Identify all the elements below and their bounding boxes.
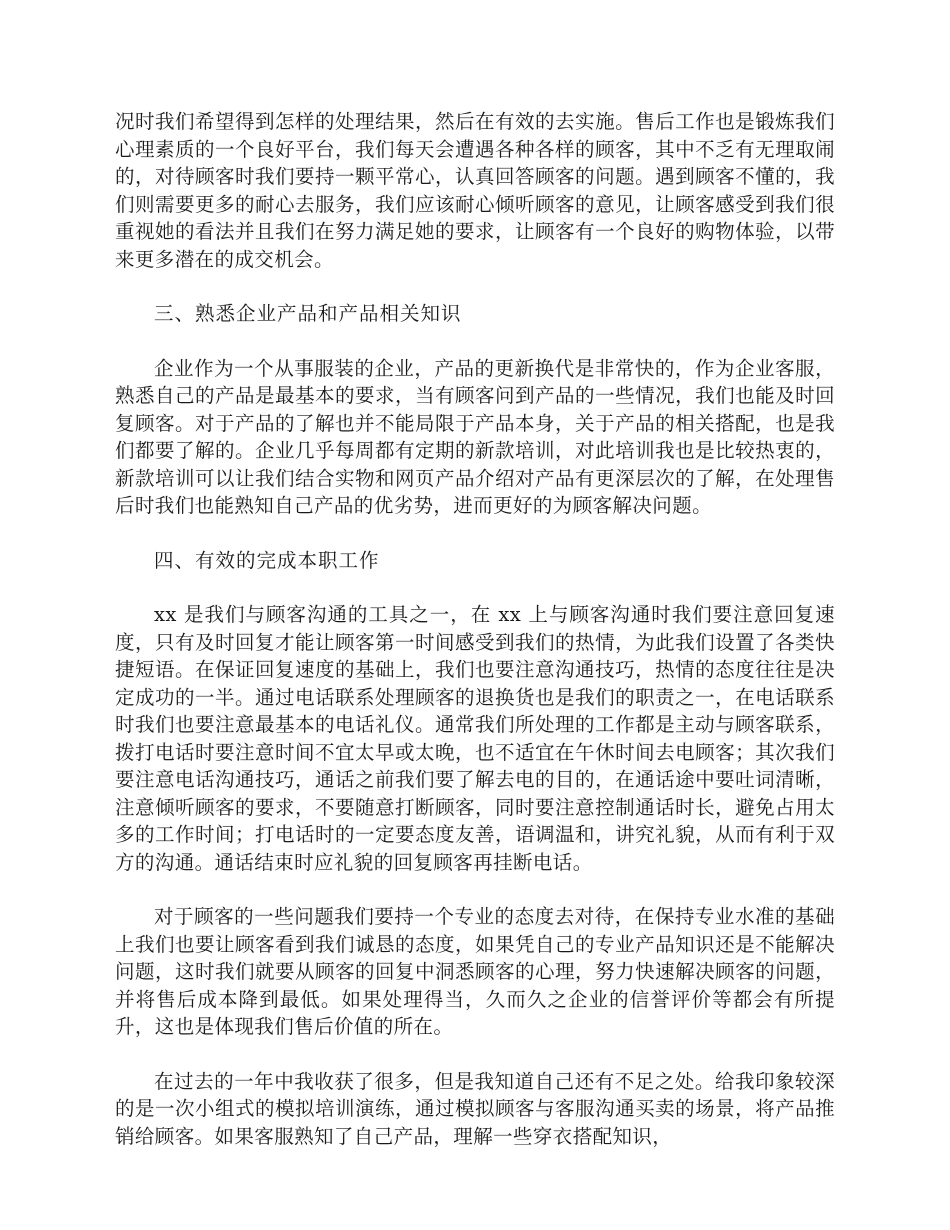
paragraph-professional-attitude: 对于顾客的一些问题我们要持一个专业的态度去对待，在保持专业水准的基础上我们也要让顾客看到我们诚恳的态度，如果凭自己的专业产品知识还是不能解决问题，这时我们就要从顾客的回复中洞悉顾客的心理，努力快速解决顾客的问题，并将售后成本降到最低。如果处理得当，久而久之企业的信誉评价等都会有所提升，这也是体现我们售后价值的所在。 — [115, 905, 835, 1038]
paragraph-continuation: 况时我们希望得到怎样的处理结果，然后在有效的去实施。售后工作也是锻炼我们心理素质的一个良好平台，我们每天会遭遇各种各样的顾客，其中不乏有无理取闹的，对待顾客时我们要持一颗平常心，认真回答顾客的问题。遇到顾客不懂的，我们则需要更多的耐心去服务，我们应该耐心倾听顾客的意见，让顾客感受到我们很重视她的看法并且我们在努力满足她的要求，让顾客有一个良好的购物体验，以带来更多潜在的成交机会。 — [115, 110, 835, 271]
paragraph-past-year: 在过去的一年中我收获了很多，但是我知道自己还有不足之处。给我印象较深的是一次小组式的模拟培训演练，通过模拟顾客与客服沟通买卖的场景，将产品推销给顾客。如果客服熟知了自己产品，理解一些穿衣搭配知识， — [115, 1069, 835, 1148]
document-body — [115, 108, 835, 1177]
paragraph-product-knowledge: 企业作为一个从事服装的企业，产品的更新换代是非常快的，作为企业客服，熟悉自己的产品是最基本的要求，当有顾客问到产品的一些情况，我们也能及时回复顾客。对于产品的了解也并不能局限于产品本身，关于产品的相关搭配，也是我们都要了解的。企业几乎每周都有定期的新款培训，对此培训我也是比较热衷的，新款培训可以让我们结合实物和网页产品介绍对产品有更深层次的了解，在处理售后时我们也能熟知自己产品的优劣势，进而更好的为顾客解决问题。 — [115, 356, 835, 517]
section-heading-3: 三、熟悉企业产品和产品相关知识 — [154, 302, 462, 325]
section-heading-4: 四、有效的完成本职工作 — [154, 548, 380, 572]
paragraph-communication: xx 是我们与顾客沟通的工具之一，在 xx 上与顾客沟通时我们要注意回复速度，只有及时回复才能让顾客第一时间感受到我们的热情，为此我们设置了各类快捷短语。在保证回复速度的基础上，我们也要注意沟通技巧，热情的态度往往是决定成功的一半。通过电话联系处理顾客的退换货也是我们的职责之一，在电话联系时我们也要注意最基本的电话礼仪。通常我们所处理的工作都是主动与顾客联系，拨打电话时要注意时间不宜太早或太晚，也不适宜在午休时间去电顾客；其次我们要注意电话沟通技巧，通话之前我们要了解去电的目的，在通话途中要吐词清晰，注意倾听顾客的要求，不要随意打断顾客，同时要注意控制通话时长，避免占用太多的工作时间；打电话时的一定要态度友善，语调温和，讲究礼貌，从而有利于双方的沟通。通话结束时应礼貌的回复顾客再挂断电话。 — [115, 603, 835, 874]
